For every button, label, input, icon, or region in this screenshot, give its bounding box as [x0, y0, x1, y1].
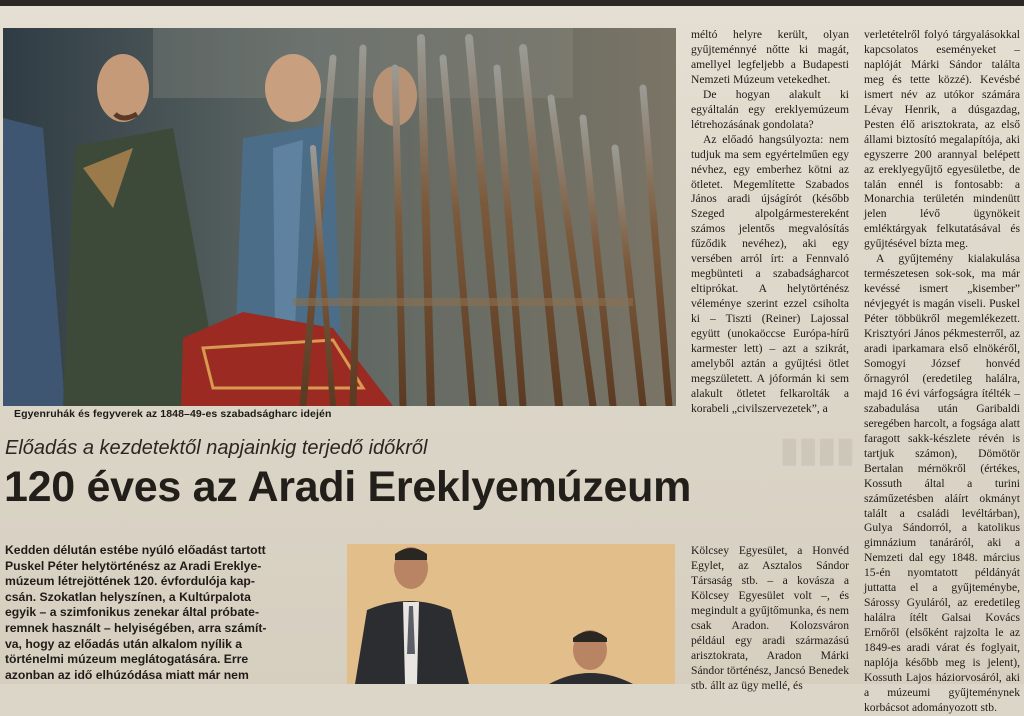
article-lead [5, 543, 331, 683]
column-3-paragraph: Kölcsey Egyesület, a Honvéd Egylet, az Asztalos Sándor Társaság stb. – a kovásza a Kölcsey Egyesület volt –, és megindult a gyűjtőmunka, és nem csak Aradon. Kolozsváron például egy aradi származású arisztokrata, Aradon Márki Sándor történész, Jancsó Benedek stb. állt az ügy mellé, és [691, 544, 849, 692]
article-column-2 [864, 28, 1020, 716]
article-column-1 [691, 28, 849, 417]
uniforms-and-weapons-photo [3, 28, 676, 406]
lead-line: azonban az idő elhúzódása miatt már nem [5, 667, 249, 682]
lead-line: remnek használt – helyiségében, arra számít- [5, 620, 267, 635]
lead-line: múzeum létrejöttének 120. évfordulója kap- [5, 574, 255, 589]
lead-line: Puskel Péter helytörténész az Aradi Ereklye- [5, 558, 262, 573]
column-1-paragraph: De hogyan alakult ki egyáltalán egy ereklyemúzeum létrehozásának gondolata? [691, 87, 849, 131]
column-1-paragraph: Az előadó hangsúlyozta: nem tudjuk ma sem egyértelműen egy névhez, egy emberhez kötni az ötletet. Megemlítette Szabados János aradi újságírót (később Szeged alpolgármestereként számos jelentős megvalósítás fűződik nevéhez), aki egy versében arról írt: a Fennvaló megbünteti a szabadságharcot eltiprókat. A helytörténész véleménye szerint ezzel csiholta ki – Tiszti (Reiner) Lajossal együtt (unokaöccse Európa-hírű karmester lett) – azt a szikrát, amelyből aztán a gyűjtési ötlet megszületett. A jóformán ki sem alakult ötletet felkarolták a korabeli „civilszervezetek”, a [691, 132, 849, 415]
lead-line: csán. Szokatlan helyszínen, a Kultúrpalota [5, 589, 251, 604]
uniforms-weapons-illustration [3, 28, 676, 406]
bleed-through-shadow: ▮▮▮▮ [780, 431, 855, 469]
column-1-paragraph: méltó helyre került, olyan gyűjteménnyé nőtte ki magát, amellyel legfeljebb a Budapesti Nemzeti Múzeum vetekedhet. [691, 28, 849, 86]
article-column-3 [691, 544, 849, 694]
lead-line: va, hogy az előadás után alkalom nyílik a [5, 636, 243, 651]
lead-line: Kedden délután estébe nyúló előadást tartott [5, 543, 266, 557]
lecture-photo [347, 544, 675, 684]
column-2-paragraph: verletételről folyó tárgyalásokkal kapcsolatos eseményeket – naplóját Márki Sándor találta meg és tette közzé). Kevésbé ismert név az utókor számára Lévay Henrik, a dúsgazdag, Pesten élő arisztokrata, az első állami biztosító megalapítója, aki egyszerre 200 arannyal belépett az ereklyegyűjtő egyesületbe, de talán ennél is fontosabb: a Monarchia területén mindenütt jelen lévő ügynökeit emléktárgyak felkutatásával és gyűjtésével bízta meg. [864, 28, 1020, 251]
article-headline: 120 éves az Aradi Ereklyemúzeum [4, 463, 692, 511]
column-2-paragraph: A gyűjtemény kialakulása természetesen sok-sok, ma már kevéssé ismert „kisember” névjegyét is magán viseli. Puskel Péter többükről megemlékezett. Krisztyóri János pékmesterről, az aradi iparkamara első elnökéről, Somogyi József honvéd őrnagyról (eredetileg halálra, majd 16 évi várfogságra ítélték – szabadulása után Garibaldi seregében harcolt, a fogsága alatt faragott sakk-készlete révén is tartjuk számon), Dömötör Bertalan mérnökről (értékes, Kossuth által a turini száműzetésben aláírt okmányt talált a családi levéltárban), Gulya Sándorról, a katolikus gimnázium tanáráról, aki a Nemzeti dal egy 1848. március 15-én nyomtatott példányát juttatta el a gyűjteménybe, Sárossy Gyuláról, az eredetileg halálra ítélt Galsai Kovács Ernőről (elsőként rajzolta le az 1849-es aradi várat és foglyait, naplója később meg is jelent), Kossuth Lajos háziorvosáról, aki a múzeumi gyűjteménynek korbácsot adományozott stb. [864, 252, 1020, 714]
lecture-illustration [347, 544, 675, 684]
photo-caption: Egyenruhák és fegyverek az 1848–49-es szabadságharc idején [14, 408, 332, 420]
lead-line: történelmi múzeum meglátogatására. Erre [5, 652, 249, 667]
top-rule [0, 0, 1024, 6]
article-subtitle: Előadás a kezdetektől napjainkig terjedő időkről [5, 437, 428, 459]
lead-line: egyik – a szimfonikus zenekar által próbate- [5, 605, 259, 620]
